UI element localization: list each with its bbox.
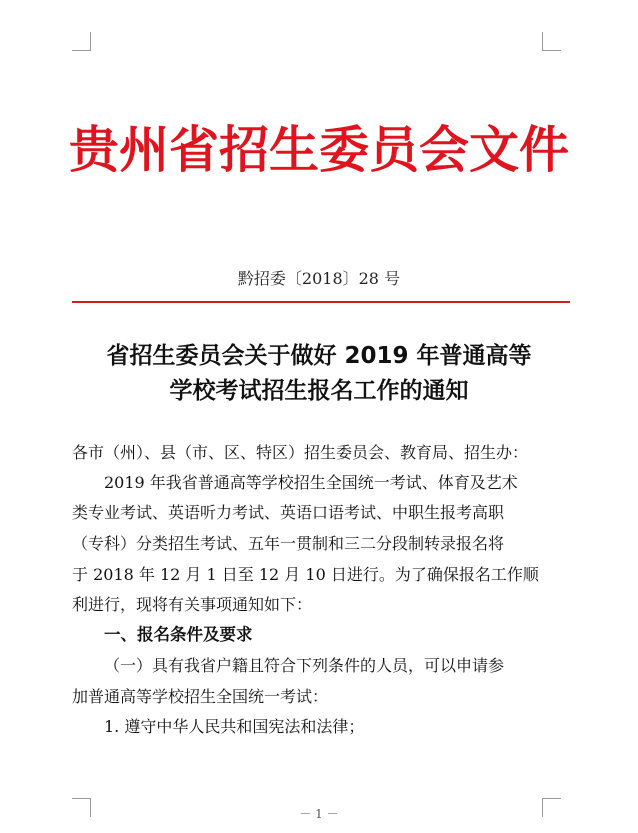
section-heading: 一、报名条件及要求	[104, 625, 253, 644]
page-number: － 1 －	[299, 807, 339, 821]
body-paragraph-line: （专科）分类招生考试、五年一贯制和三二分段制转录报名将	[72, 534, 505, 553]
body-paragraph-line: 于 2018 年 12 月 1 日至 12 月 10 日进行。为了确保报名工作顺	[72, 565, 539, 584]
document-number: 黔招委〔2018〕28 号	[237, 269, 401, 288]
subsection-line: （一）具有我省户籍且符合下列条件的人员，可以申请参	[104, 656, 505, 675]
red-separator-rule	[72, 301, 570, 303]
subsection-line: 加普通高等学校招生全国统一考试：	[72, 687, 329, 706]
body-paragraph-line: 利进行，现将有关事项通知如下：	[72, 595, 313, 614]
notice-title-line-2: 学校考试招生报名工作的通知	[169, 378, 469, 404]
notice-title-line-1: 省招生委员会关于做好 2019 年普通高等	[106, 343, 532, 369]
list-item: 1. 遵守中华人民共和国宪法和法律；	[104, 717, 365, 736]
crop-mark-top-right	[542, 32, 561, 51]
issuer-header-title: 贵州省招生委员会文件	[69, 121, 569, 179]
body-paragraph-line: 类专业考试、英语听力考试、英语口语考试、中职生报考高职	[72, 503, 505, 522]
addressee-line: 各市（州）、县（市、区、特区）招生委员会、教育局、招生办：	[72, 443, 529, 462]
body-paragraph-line: 2019 年我省普通高等学校招生全国统一考试、体育及艺术	[104, 473, 518, 492]
crop-mark-top-left	[72, 32, 91, 51]
